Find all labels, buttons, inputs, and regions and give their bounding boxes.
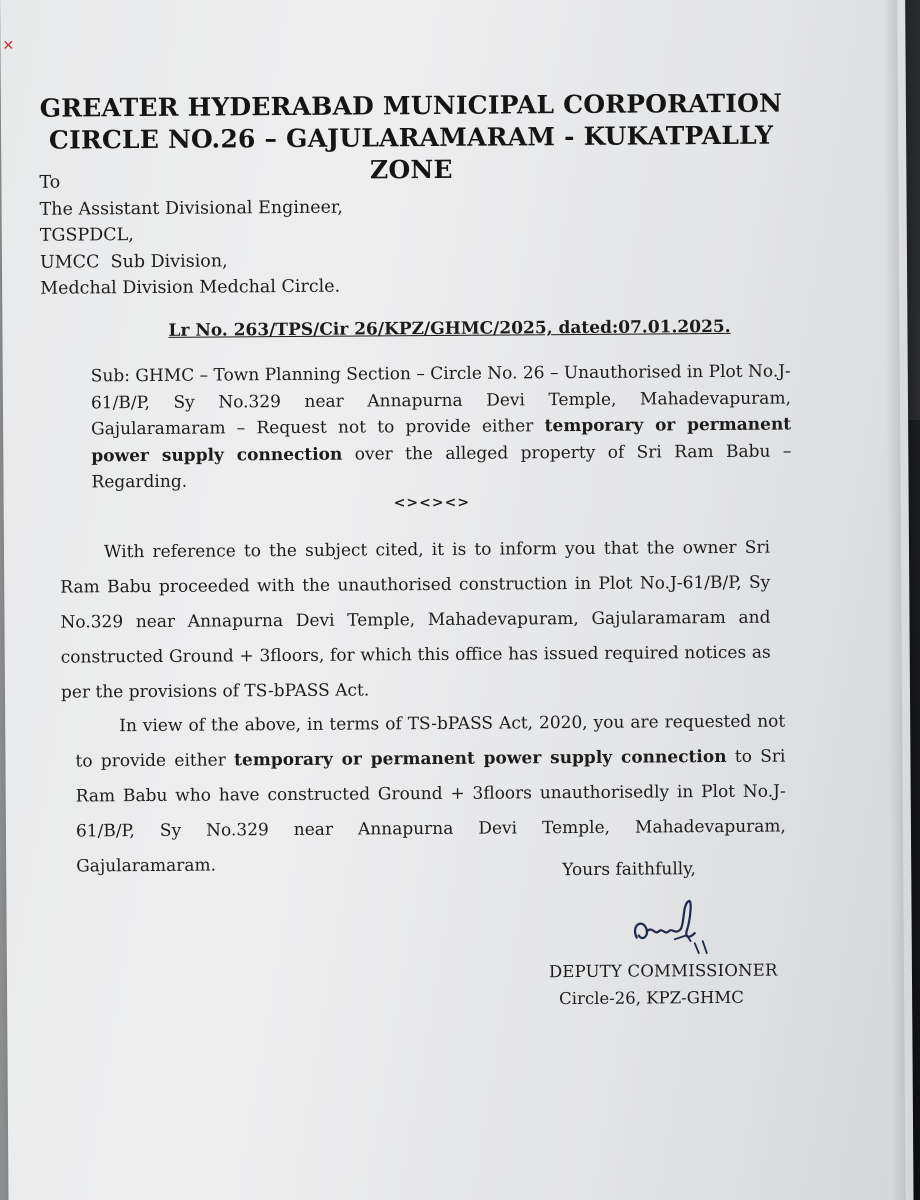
paragraph-2-emphasis: temporary or permanent power supply connection <box>234 746 727 771</box>
letterhead-line-1: GREATER HYDERABAD MUNICIPAL CORPORATION <box>39 88 783 123</box>
subject-text: Sub: GHMC – Town Planning Section – Circle No. 26 – Unauthorised in Plot No.J-61/B/P, Sy No.329 near Annapurna Devi Temple, Mahadevapuram, Gajularamaram – Request not to provide either <box>90 361 792 440</box>
signatory-office: Circle-26, KPZ-GHMC <box>559 987 744 1009</box>
letter-reference: Lr No. 263/TPS/Cir 26/KPZ/GHMC/2025, dated:07.01.2025. <box>168 316 731 341</box>
address-line-4: Medchal Division Medchal Circle. <box>40 276 341 299</box>
address-line-3: UMCC Sub Division, <box>39 250 228 273</box>
paragraph-2-text-end: to Sri Ram Babu who have constructed Ground + 3floors unauthorisedly in Plot No.J-61/B/P, Sy No.329 near Annapurna Devi Temple, Mahadevapuram, Gajularamaram. <box>75 746 786 877</box>
recipient-address <box>39 168 343 303</box>
address-line-2: TGSPDCL, <box>39 225 134 246</box>
paragraph-2-text: In view of the above, in terms of TS-bPASS Act, 2020, you are requested not to provide either <box>75 711 786 772</box>
letterhead-line-2: CIRCLE NO.26 – GAJULARAMARAM - KUKATPALLY ZONE <box>48 120 774 185</box>
section-separator: <><><> <box>393 494 471 512</box>
subject-emphasis: temporary or permanent power supply connection <box>91 414 792 466</box>
subject-block <box>91 358 792 495</box>
handwritten-signature-icon <box>628 895 718 958</box>
closing-salutation: Yours faithfully, <box>562 859 696 881</box>
subject-text-end: over the alleged property of Sri Ram Babu – Regarding. <box>91 440 792 493</box>
address-to: To <box>39 172 61 193</box>
signatory-title: DEPUTY COMMISSIONER <box>548 960 778 982</box>
corner-mark-icon: ✕ <box>2 37 15 54</box>
address-line-1: The Assistant Divisional Engineer, <box>39 197 343 220</box>
body-paragraph-1: With reference to the subject cited, it is to inform you that the owner Sri Ram Babu proceeded with the unauthorised construction in Plot No.J-61/B/P, Sy No.329 near Annapurna Devi Temple, Mahadevapuram, Gajularamaram and constructed Ground + 3floors, for which this office has issued required notices as per the provisions of TS-bPASS Act. <box>60 537 771 703</box>
body-paragraph-2 <box>75 705 786 885</box>
